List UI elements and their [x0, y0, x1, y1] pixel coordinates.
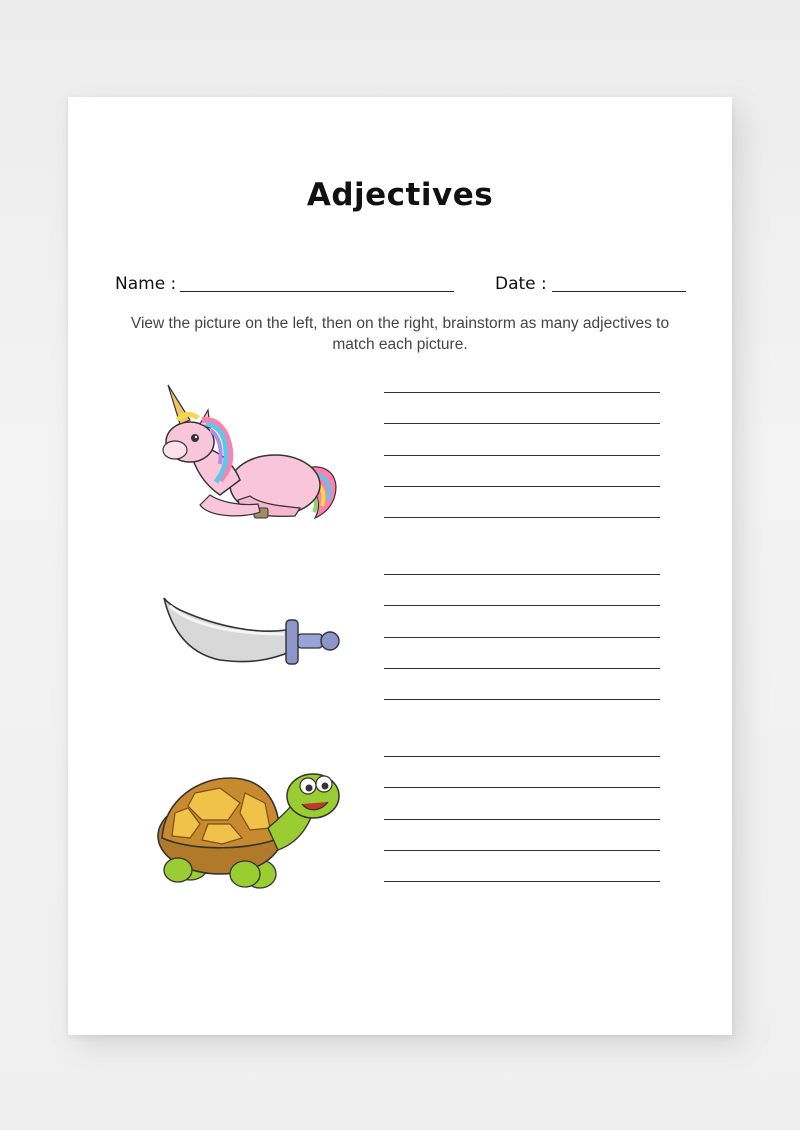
answer-line[interactable] — [384, 850, 660, 851]
name-label: Name : — [115, 274, 177, 294]
date-label: Date : — [495, 274, 547, 294]
answer-line[interactable] — [384, 787, 660, 788]
worksheet-page — [68, 97, 732, 1035]
item-row-sword — [68, 562, 732, 722]
item-row-turtle — [68, 744, 732, 904]
answer-line[interactable] — [384, 881, 660, 882]
answer-line[interactable] — [384, 699, 660, 700]
answer-line[interactable] — [384, 517, 660, 518]
answer-line[interactable] — [384, 392, 660, 393]
answer-line[interactable] — [384, 423, 660, 424]
sword-icon — [150, 582, 350, 732]
instructions-text: View the picture on the left, then on the right, brainstorm as many adjectives to match each picture. — [130, 315, 670, 353]
answer-line[interactable] — [384, 455, 660, 456]
answer-line[interactable] — [384, 574, 660, 575]
answer-line[interactable] — [384, 486, 660, 487]
answer-line[interactable] — [384, 819, 660, 820]
answer-line[interactable] — [384, 637, 660, 638]
worksheet-title: Adjectives — [306, 177, 494, 213]
name-field[interactable] — [180, 291, 454, 292]
answer-line[interactable] — [384, 668, 660, 669]
turtle-icon — [150, 758, 350, 908]
item-row-unicorn — [68, 380, 732, 540]
answer-line[interactable] — [384, 756, 660, 757]
unicorn-icon — [150, 380, 350, 530]
answer-line[interactable] — [384, 605, 660, 606]
date-field[interactable] — [552, 291, 686, 292]
